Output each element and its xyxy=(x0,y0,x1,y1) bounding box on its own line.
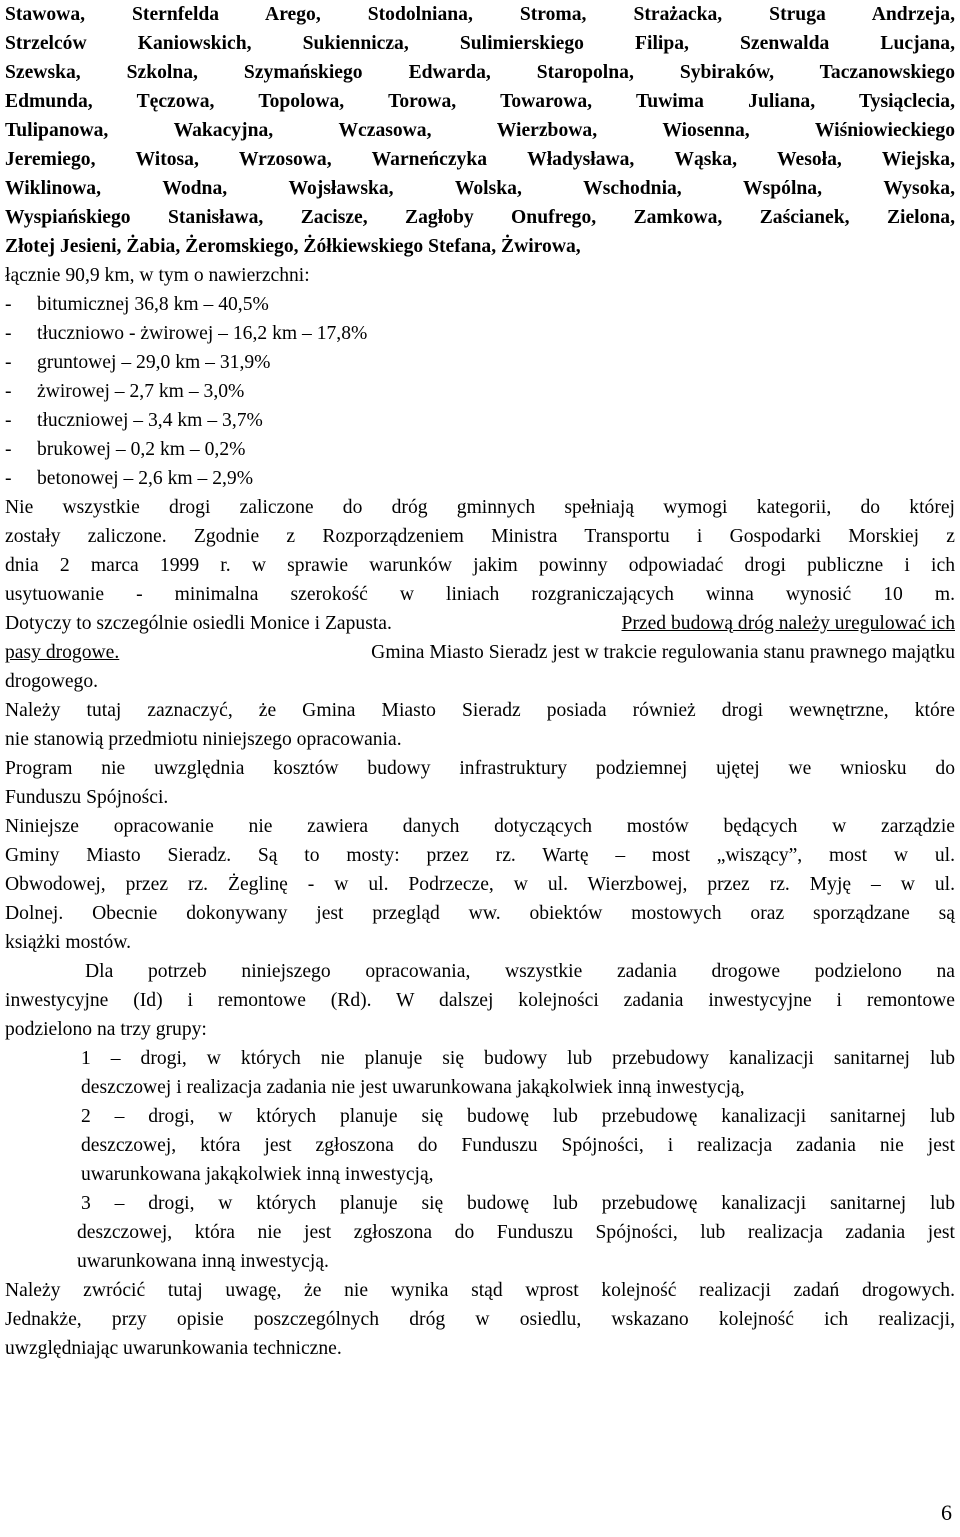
group-item-3 xyxy=(5,1189,955,1276)
street-list-line: Stawowa, Sternfelda Arego, Stodolniana, Stroma, Strażacka, Struga Andrzeja, xyxy=(5,4,955,25)
text-line: Niniejsze opracowanie nie zawiera danych dotyczących mostów będących w zarządzie xyxy=(5,816,955,837)
text-line: dnia 2 marca 1999 r. w sprawie warunków jakim powinny odpowiadać drogi publiczne i ich xyxy=(5,555,955,576)
text-line: uwzględniając uwarunkowania techniczne. xyxy=(5,1338,342,1359)
surface-text: gruntowej – 29,0 km – 31,9% xyxy=(37,352,271,373)
text-line: podzielono na trzy grupy: xyxy=(5,1019,207,1040)
text-line: uwarunkowana inną inwestycją. xyxy=(77,1251,329,1272)
surface-text: bitumicznej 36,8 km – 40,5% xyxy=(37,294,269,315)
text-line: deszczowej i realizacja zadania nie jest uwarunkowana jakąkolwiek inną inwestycją, xyxy=(81,1077,745,1098)
text-line: 2 – drogi, w których planuje się budowę lub przebudowę kanalizacji sanitarnej lub xyxy=(81,1106,955,1127)
text-line: Program nie uwzględnia kosztów budowy infrastruktury podziemnej ujętej we wniosku do xyxy=(5,758,955,779)
text-line: Obwodowej, przez rz. Żeglinę - w ul. Podrzecze, w ul. Wierzbowej, przez rz. Myję – w ul. xyxy=(5,874,955,895)
paragraph-infrastructure xyxy=(5,754,955,812)
list-dash: - xyxy=(5,294,12,315)
surface-item xyxy=(5,435,955,464)
group-item-2 xyxy=(5,1102,955,1189)
surface-item xyxy=(5,406,955,435)
total-length-line: łącznie 90,9 km, w tym o nawierzchni: xyxy=(5,265,310,286)
text-line: Nie wszystkie drogi zaliczone do dróg gminnych spełniają wymogi kategorii, do której xyxy=(5,497,955,518)
underlined-text: pasy drogowe. xyxy=(5,642,120,663)
list-dash: - xyxy=(5,468,12,489)
text-line: Funduszu Spójności. xyxy=(5,787,169,808)
surface-item xyxy=(5,290,955,319)
street-list-line: Tulipanowa, Wakacyjna, Wczasowa, Wierzbowa, Wiosenna, Wiśniowieckiego xyxy=(5,120,955,141)
list-dash: - xyxy=(5,410,12,431)
surface-text: tłuczniowo - żwirowej – 16,2 km – 17,8% xyxy=(37,323,368,344)
surface-text: brukowej – 0,2 km – 0,2% xyxy=(37,439,246,460)
street-list-line: Złotej Jesieni, Żabia, Żeromskiego, Żółkiewskiego Stefana, Żwirowa, xyxy=(5,236,581,257)
text-line: 1 – drogi, w których nie planuje się budowy lub przebudowy kanalizacji sanitarnej lub xyxy=(81,1048,955,1069)
paragraph-road-standards xyxy=(5,493,955,696)
surface-item xyxy=(5,319,955,348)
paragraph-internal-roads xyxy=(5,696,955,754)
page-number: 6 xyxy=(941,1500,952,1525)
text-line: drogowego. xyxy=(5,671,99,692)
group-item-1 xyxy=(5,1044,955,1102)
paragraph-bridges xyxy=(5,812,955,957)
surface-text: betonowej – 2,6 km – 2,9% xyxy=(37,468,254,489)
text-line: Dla potrzeb niniejszego opracowania, wszystkie zadania drogowe podzielono na xyxy=(85,961,955,982)
text-line: Należy tutaj zaznaczyć, że Gmina Miasto Sieradz posiada również drogi wewnętrzne, które xyxy=(5,700,955,721)
text-line: książki mostów. xyxy=(5,932,132,953)
surface-item xyxy=(5,464,955,493)
body-text xyxy=(5,261,955,1363)
street-list xyxy=(5,0,955,261)
paragraph-task-division xyxy=(5,957,955,1044)
street-list-line: Wiklinowa, Wodna, Wojsławska, Wolska, Wschodnia, Wspólna, Wysoka, xyxy=(5,178,955,199)
text-line: 3 – drogi, w których planuje się budowę lub przebudowę kanalizacji sanitarnej lub xyxy=(81,1193,955,1214)
list-dash: - xyxy=(5,352,12,373)
text-line: deszczowej, która nie jest zgłoszona do Funduszu Spójności, lub realizacja zadania jest xyxy=(77,1222,955,1243)
text-line: Jednakże, przy opisie poszczególnych dróg w osiedlu, wskazano kolejność ich realizacji, xyxy=(5,1309,955,1330)
text-segment: Dotyczy to szczególnie osiedli Monice i Zapusta. xyxy=(5,613,392,634)
text-line: Dolnej. Obecnie dokonywany jest przegląd ww. obiektów mostowych oraz sporządzane są xyxy=(5,903,955,924)
text-line xyxy=(5,638,955,667)
surface-text: żwirowej – 2,7 km – 3,0% xyxy=(37,381,245,402)
list-dash: - xyxy=(5,381,12,402)
surface-list xyxy=(5,290,955,493)
street-list-line: Jeremiego, Witosa, Wrzosowa, Warneńczyka Władysława, Wąska, Wesoła, Wiejska, xyxy=(5,149,955,170)
underlined-text: Przed budową dróg należy uregulować ich xyxy=(621,613,955,634)
surface-item xyxy=(5,377,955,406)
text-line: Gminy Miasto Sieradz. Są to mosty: przez rz. Wartę – most „wiszący”, most w ul. xyxy=(5,845,955,866)
text-line: Należy zwrócić tutaj uwagę, że nie wynika stąd wprost kolejność realizacji zadań drogowych. xyxy=(5,1280,955,1301)
text-line: zostały zaliczone. Zgodnie z Rozporządzeniem Ministra Transportu i Gospodarki Morskiej z xyxy=(5,526,955,547)
list-dash: - xyxy=(5,323,12,344)
group-list xyxy=(5,1044,955,1276)
text-line: uwarunkowana jakąkolwiek inną inwestycją, xyxy=(81,1164,434,1185)
text-line: deszczowej, która jest zgłoszona do Funduszu Spójności, i realizacja zadania nie jest xyxy=(81,1135,955,1156)
street-list-line: Strzelców Kaniowskich, Sukiennicza, Sulimierskiego Filipa, Szenwalda Lucjana, xyxy=(5,33,955,54)
text-segment: Gmina Miasto Sieradz jest w trakcie regulowania stanu prawnego majątku xyxy=(371,642,955,663)
street-list-line: Szewska, Szkolna, Szymańskiego Edwarda, Staropolna, Sybiraków, Taczanowskiego xyxy=(5,62,955,83)
paragraph-order-note xyxy=(5,1276,955,1363)
text-line xyxy=(5,609,955,638)
surface-item xyxy=(5,348,955,377)
street-list-line: Wyspiańskiego Stanisława, Zacisze, Zagłoby Onufrego, Zamkowa, Zaścianek, Zielona, xyxy=(5,207,955,228)
street-list-line: Edmunda, Tęczowa, Topolowa, Torowa, Towarowa, Tuwima Juliana, Tysiąclecia, xyxy=(5,91,955,112)
text-line: nie stanowią przedmiotu niniejszego opracowania. xyxy=(5,729,402,750)
text-line: usytuowanie - minimalna szerokość w liniach rozgraniczających winna wynosić 10 m. xyxy=(5,584,955,605)
text-line: inwestycyjne (Id) i remontowe (Rd). W dalszej kolejności zadania inwestycyjne i remontowe xyxy=(5,990,955,1011)
list-dash: - xyxy=(5,439,12,460)
surface-text: tłuczniowej – 3,4 km – 3,7% xyxy=(37,410,263,431)
